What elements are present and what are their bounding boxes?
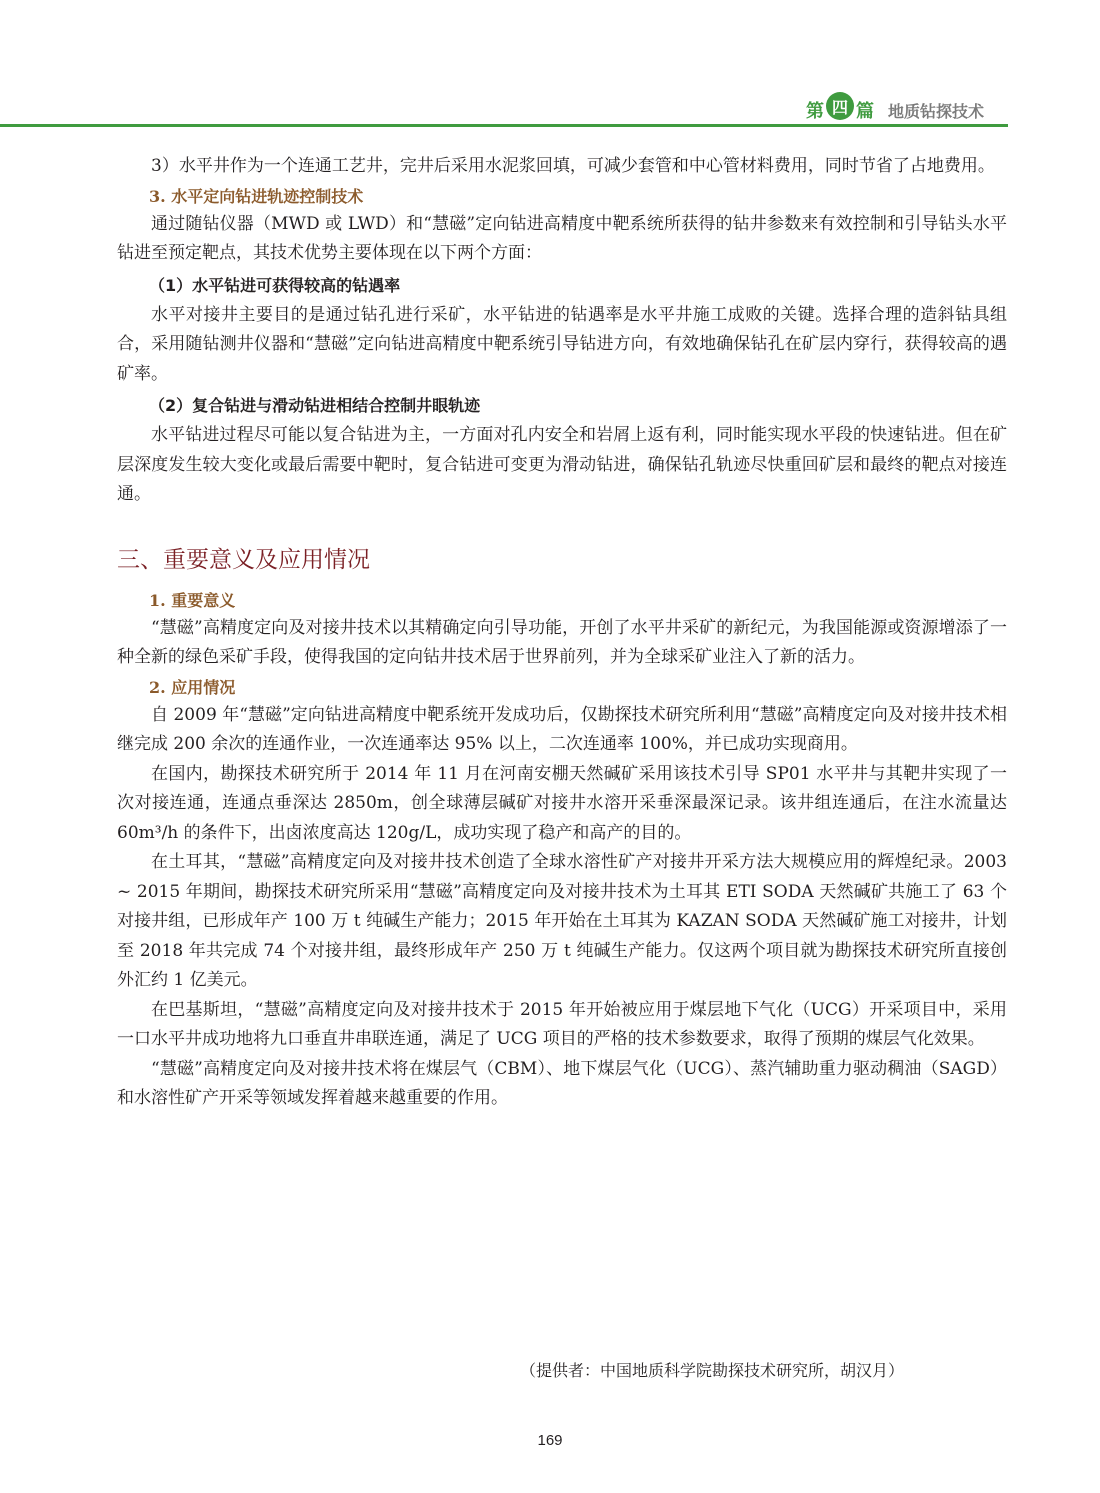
part-prefix: 第 (806, 101, 824, 122)
paragraph: 3）水平井作为一个连通工艺井，完井后采用水泥浆回填，可减少套管和中心管材料费用，同时节省了占地费用。 (151, 156, 995, 176)
subheading: （1）水平钻进可获得较高的钻遇率 (149, 275, 401, 295)
part-suffix: 篇 (856, 101, 874, 122)
paragraph: 在土耳其，“慧磁”高精度定向及对接井技术创造了全球水溶性矿产对接井开采方法大规模应用的辉煌纪录。2003 ~ 2015 年期间，勘探技术研究所采用“慧磁”高精度定向及对接井技术为土耳其 ETI SODA 天然碱矿共施工了 63 个对接井组，已形成年产 100 万 t 纯碱生产能力；2015 年开始在土耳其为 KAZAN SODA 天然碱矿施工对接井，计划至 2018 年共完成 74 个对接井组，最终形成年产 250 万 t 纯碱生产能力。仅这两个项目就为勘探技术研究所直接创外汇约 1 亿美元。 (117, 852, 1007, 990)
paragraph: “慧磁”高精度定向及对接井技术以其精确定向引导功能，开创了水平井采矿的新纪元，为我国能源或资源增添了一种全新的绿色采矿手段，使得我国的定向钻井技术居于世界前列，并为全球采矿业注入了新的活力。 (117, 617, 1007, 667)
paragraph: 自 2009 年“慧磁”定向钻进高精度中靶系统开发成功后，仅勘探技术研究所利用“慧磁”高精度定向及对接井技术相继完成 200 余次的连通作业，一次连通率达 95% 以上，二次连通率 100%，并已成功实现商用。 (117, 704, 1007, 754)
page-number: 169 (537, 1432, 563, 1449)
paragraph: 在巴基斯坦，“慧磁”高精度定向及对接井技术于 2015 年开始被应用于煤层地下气化（UCG）开采项目中，采用一口水平井成功地将九口垂直井串联连通，满足了 UCG 项目的严格的技术参数要求，取得了预期的煤层气化效果。 (117, 999, 1007, 1049)
subheading: 3. 水平定向钻进轨迹控制技术 (149, 186, 364, 206)
page-header (0, 0, 1100, 135)
subheading: （2）复合钻进与滑动钻进相结合控制井眼轨迹 (149, 396, 481, 415)
paragraph: 水平钻进过程尽可能以复合钻进为主，一方面对孔内安全和岩屑上返有利，同时能实现水平段的快速钻进。但在矿层深度发生较大变化或最后需要中靶时，复合钻进可变更为滑动钻进，确保钻孔轨迹尽快重回矿层和最终的靶点对接连通。 (117, 425, 1007, 504)
paragraph: 通过随钻仪器（MWD 或 LWD）和“慧磁”定向钻进高精度中靶系统所获得的钻井参数来有效控制和引导钻头水平钻进至预定靶点，其技术优势主要体现在以下两个方面： (117, 213, 1007, 263)
part-number-badge: 四 (826, 92, 854, 120)
subheading: 2. 应用情况 (149, 677, 236, 697)
section-heading: 三、重要意义及应用情况 (117, 546, 370, 573)
paragraph: 水平对接井主要目的是通过钻孔进行采矿，水平钻进的钻遇率是水平井施工成败的关键。选择合理的造斜钻具组合，采用随钻测井仪器和“慧磁”定向钻进高精度中靶系统引导钻进方向，有效地确保钻孔在矿层内穿行，获得较高的遇矿率。 (117, 304, 1007, 384)
page-body (117, 152, 1007, 1114)
paragraph: “慧磁”高精度定向及对接井技术将在煤层气（CBM）、地下煤层气化（UCG）、蒸汽辅助重力驱动稠油（SAGD）和水溶性矿产开采等领域发挥着越来越重要的作用。 (117, 1058, 1007, 1108)
subheading: 1. 重要意义 (149, 590, 236, 610)
credit-line: （提供者：中国地质科学院勘探技术研究所，胡汉月） (520, 1361, 905, 1380)
part-title: 地质钻探技术 (888, 101, 985, 121)
paragraph: 在国内，勘探技术研究所于 2014 年 11 月在河南安棚天然碱矿采用该技术引导 SP01 水平井与其靶井实现了一次对接连通，连通点垂深达 2850m，创全球薄层碱矿对接井水溶开采垂深最深记录。该井组连通后，在注水流量达 60m³/h 的条件下，出卤浓度高达 120g/L，成功实现了稳产和高产的目的。 (117, 763, 1007, 843)
header-rule (0, 124, 1008, 127)
part-tab (806, 96, 984, 124)
